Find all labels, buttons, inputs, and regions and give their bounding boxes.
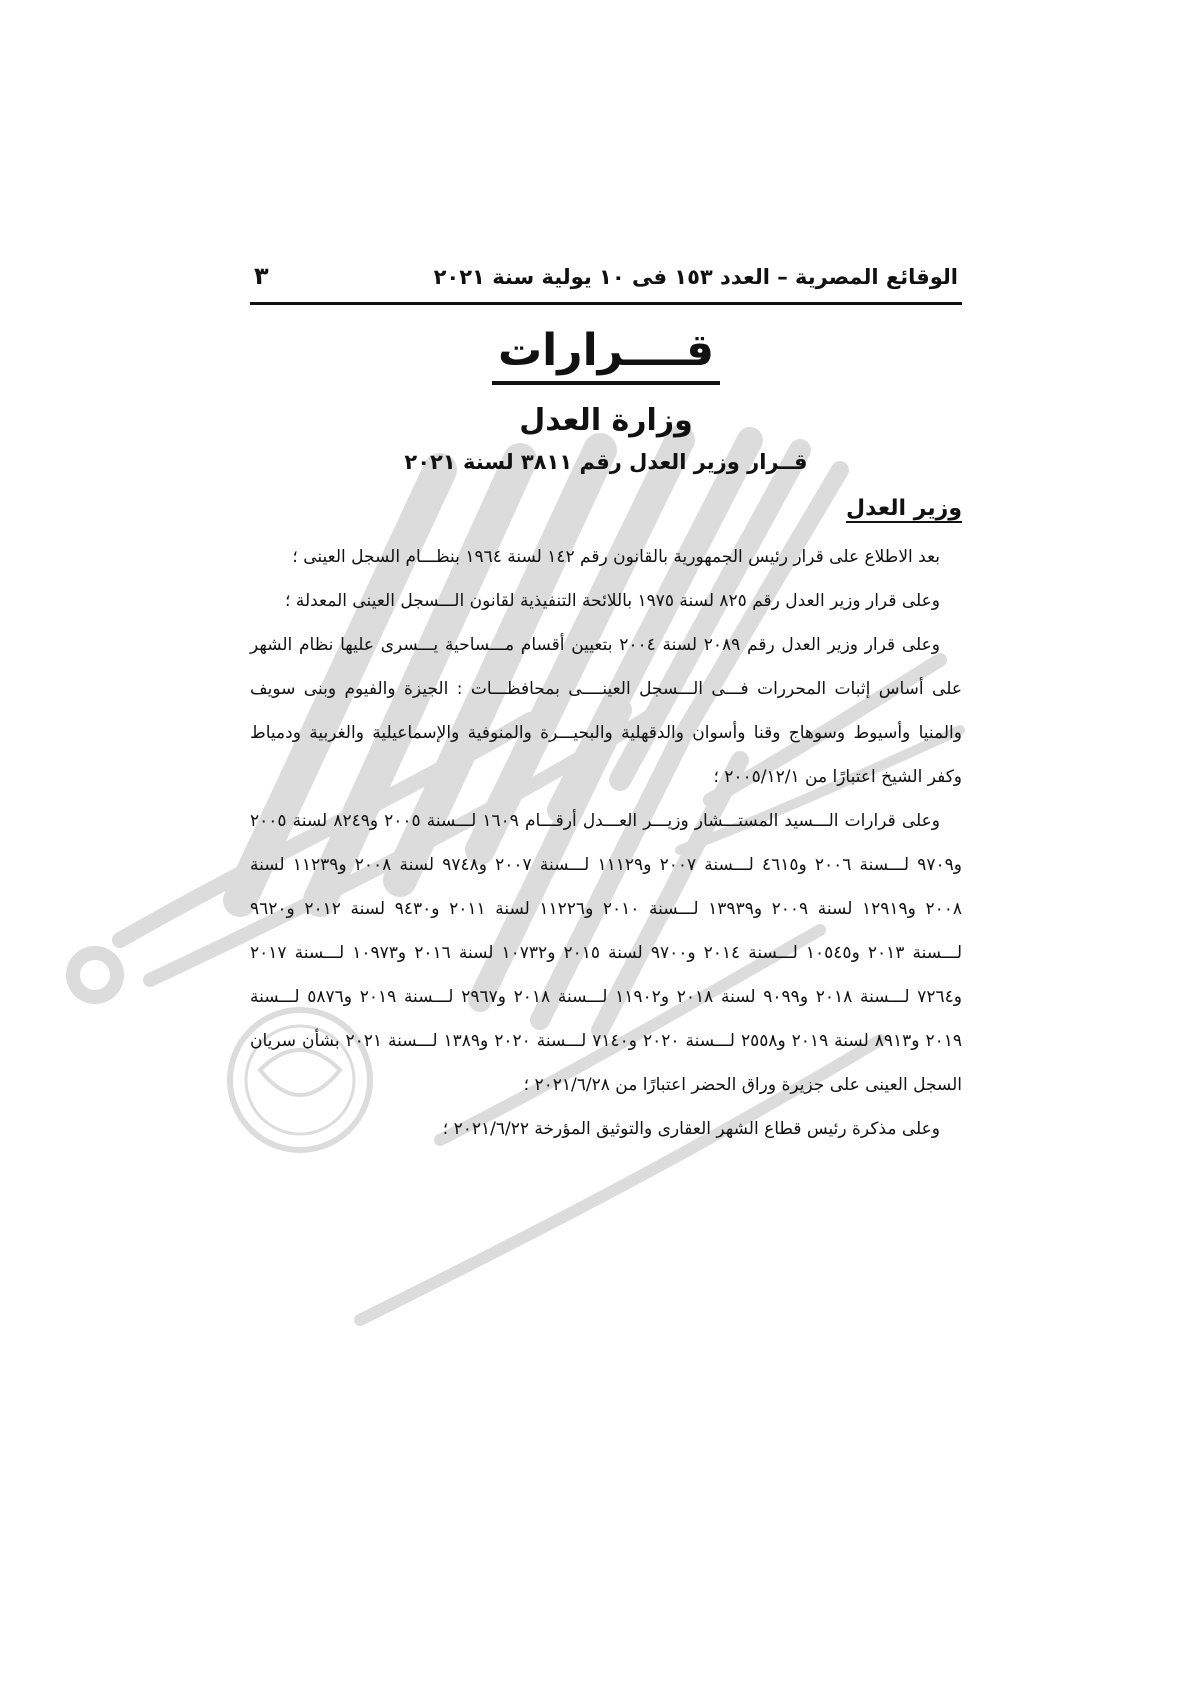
section-title-text: قــــرارات (492, 327, 720, 385)
preamble-paragraph: بعد الاطلاع على قرار رئيس الجمهورية بالقانون رقم ١٤٢ لسنة ١٩٦٤ بنظـــام السجل العينى ؛ (292, 547, 940, 568)
ministry-heading: وزارة العدل (519, 403, 693, 439)
header-divider (250, 302, 962, 305)
preamble-paragraph: وعلى قرار وزير العدل رقم ٨٢٥ لسنة ١٩٧٥ باللائحة التنفيذية لقانون الـــسجل العينى المعدلة ؛ (285, 591, 940, 612)
decree-title: قــرار وزير العدل رقم ٣٨١١ لسنة ٢٠٢١ (404, 450, 808, 475)
running-header (250, 262, 962, 290)
minister-heading: وزير العدل (846, 496, 962, 522)
gazette-page (250, 262, 962, 1151)
preamble-paragraph: وعلى قرار وزير العدل رقم ٢٠٨٩ لسنة ٢٠٠٤ بتعيين أقسام مـــساحية يـــسرى عليها نظام الشهر على أساس إثبات المحررات فـــى الـــسجل العينــــى بمحافظـــات : الجيزة والفيوم وبنى سويف والمنيا وأسيوط وسوهاج وقنا وأسوان والدقهلية والبحيـــرة والمنوفية والإسماعيلية والغربية ودمياط وكفر الشيخ اعتبارًا من ٢٠٠٥/١٢/١ ؛ (250, 635, 962, 788)
gazette-issue-line: الوقائع المصرية – العدد ١٥٣ فى ١٠ يولية سنة ٢٠٢١ (433, 265, 958, 289)
decree-preamble (250, 535, 962, 1151)
preamble-paragraph: وعلى قرارات الـــسيد المستـــشار وزيـــر العـــدل أرقـــام ١٦٠٩ لـــسنة ٢٠٠٥ و٨٢٤٩ لسنة ٢٠٠٥ و٩٧٠٩ لـــسنة ٢٠٠٦ و٤٦١٥ لـــسنة ٢٠٠٧ و١١١٢٩ لـــسنة ٢٠٠٧ و٩٧٤٨ لسنة ٢٠٠٨ و١١٢٣٩ لسنة ٢٠٠٨ و١٢٩١٩ لسنة ٢٠٠٩ و١٣٩٣٩ لـــسنة ٢٠١٠ و١١٢٢٦ لسنة ٢٠١١ و٩٤٣٠ لسنة ٢٠١٢ و٩٦٢٠ لـــسنة ٢٠١٣ و١٠٥٤٥ لـــسنة ٢٠١٤ و٩٧٠٠ لسنة ٢٠١٥ و١٠٧٣٢ لسنة ٢٠١٦ و١٠٩٧٣ لـــسنة ٢٠١٧ و٧٢٦٤ لـــسنة ٢٠١٨ و٩٠٩٩ لسنة ٢٠١٨ و١١٩٠٢ لـــسنة ٢٠١٨ و٢٩٦٧ لـــسنة ٢٠١٩ و٥٨٧٦ لـــسنة ٢٠١٩ و٨٩١٣ لسنة ٢٠١٩ و٢٥٥٨ لـــسنة ٢٠٢٠ و٧١٤٠ لـــسنة ٢٠٢٠ و١٣٨٩ لـــسنة ٢٠٢١ بشأن سريان السجل العينى على جزيرة وراق الحضر اعتبارًا من ٢٠٢١/٦/٢٨ ؛ (250, 811, 963, 1096)
preamble-paragraph: وعلى مذكرة رئيس قطاع الشهر العقارى والتوثيق المؤرخة ٢٠٢١/٦/٢٢ ؛ (442, 1119, 940, 1140)
page-number: ٣ (254, 262, 269, 290)
section-title (250, 327, 962, 385)
